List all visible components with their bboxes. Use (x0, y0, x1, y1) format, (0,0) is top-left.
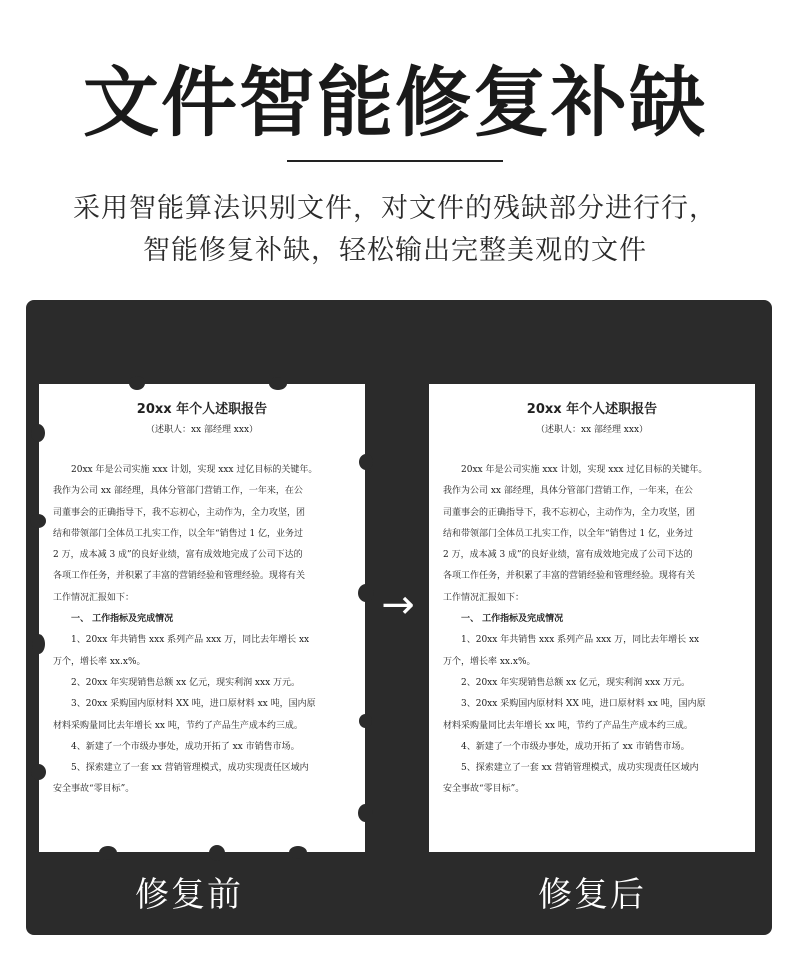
body-line: 1、20xx 年共销售 xxx 系列产品 xxx 万，同比去年增长 xx (461, 635, 700, 646)
section-heading: 一、 工作指标及完成情况 (71, 614, 174, 625)
body-line: 4、新建了一个市级办事处，成功开拓了 xx 市销售市场。 (461, 741, 690, 752)
comparison-panel (26, 300, 772, 935)
document-before (39, 384, 365, 852)
torn-edge (129, 376, 145, 390)
torn-edge (358, 804, 373, 822)
body-line: 5、探索建立了一套 xx 营销管理模式，成功实现责任区域内 (461, 763, 699, 774)
torn-edge (359, 454, 373, 470)
after-label: 修复后 (538, 875, 646, 915)
body-line: 20xx 年是公司实施 xxx 计划，实现 xxx 过亿目标的关键年。 (71, 465, 318, 475)
subtitle-line-1: 采用智能算法识别文件，对文件的残缺部分进行行， (73, 193, 717, 224)
document-subtitle: （述职人：xx 部经理 xxx） (535, 425, 649, 435)
body-line: 材料采购量同比去年增长 xx 吨，节约了产品生产成本约三成。 (443, 720, 693, 731)
title-divider (287, 160, 503, 162)
torn-edge (31, 764, 46, 780)
body-line: 材料采购量同比去年增长 xx 吨，节约了产品生产成本约三成。 (53, 720, 303, 731)
torn-edge (359, 714, 372, 728)
subtitle-line-2: 智能修复补缺，轻松输出完整美观的文件 (143, 235, 647, 266)
document-title: 20xx 年个人述职报告 (136, 402, 268, 417)
torn-edge (209, 845, 225, 861)
document-body (53, 460, 351, 801)
section-heading: 一、 工作指标及完成情况 (461, 614, 564, 625)
arrow-right-icon: → (381, 582, 415, 628)
body-line: 司董事会的正确指导下，我不忘初心，主动作为，全力攻坚，团 (443, 507, 696, 518)
body-line: 各项工作任务，并积累了丰富的营销经验和管理经验。现将有关 (443, 571, 696, 582)
body-line: 1、20xx 年共销售 xxx 系列产品 xxx 万，同比去年增长 xx (71, 635, 310, 646)
torn-edge (289, 846, 307, 859)
body-line: 5、探索建立了一套 xx 营销管理模式，成功实现责任区域内 (71, 763, 309, 774)
body-line: 2、20xx 年实现销售总额 xx 亿元，现实利润 xxx 万元。 (461, 677, 691, 688)
page-title: 文件智能修复补缺 (83, 58, 707, 147)
torn-edge (32, 634, 45, 654)
body-line: 各项工作任务，并积累了丰富的营销经验和管理经验。现将有关 (53, 571, 306, 582)
body-line: 安全事故“零目标”。 (443, 784, 525, 795)
body-line: 工作情况汇报如下： (443, 592, 525, 603)
body-line: 我作为公司 xx 部经理，具体分管部门营销工作，一年来，在公 (53, 486, 303, 497)
page-subtitle (0, 188, 790, 272)
body-line: 万个，增长率 xx.x%。 (53, 656, 146, 667)
body-line: 我作为公司 xx 部经理，具体分管部门营销工作，一年来，在公 (443, 486, 693, 497)
body-line: 4、新建了一个市级办事处，成功开拓了 xx 市销售市场。 (71, 741, 300, 752)
body-line: 20xx 年是公司实施 xxx 计划，实现 xxx 过亿目标的关键年。 (461, 465, 708, 475)
body-line: 3、20xx 采购国内原材料 XX 吨，进口原材料 xx 吨，国内原 (461, 699, 706, 710)
torn-edge (99, 846, 117, 860)
body-line: 3、20xx 采购国内原材料 XX 吨，进口原材料 xx 吨，国内原 (71, 699, 316, 710)
body-line: 万个，增长率 xx.x%。 (443, 656, 536, 667)
document-subtitle: （述职人：xx 部经理 xxx） (145, 425, 259, 435)
body-line: 工作情况汇报如下： (53, 592, 135, 603)
document-body (443, 460, 741, 801)
torn-edge (30, 514, 46, 528)
body-line: 2、20xx 年实现销售总额 xx 亿元，现实利润 xxx 万元。 (71, 677, 301, 688)
body-line: 结和带领部门全体员工扎实工作，以全年“销售过 1 亿，业务过 (443, 528, 694, 539)
document-title: 20xx 年个人述职报告 (526, 402, 658, 417)
body-line: 2 万，成本减 3 成”的良好业绩，富有成效地完成了公司下达的 (443, 550, 693, 561)
body-line: 2 万，成本减 3 成”的良好业绩，富有成效地完成了公司下达的 (53, 550, 303, 561)
before-label: 修复前 (135, 875, 243, 915)
body-line: 司董事会的正确指导下，我不忘初心，主动作为，全力攻坚，团 (53, 507, 306, 518)
torn-edge (269, 377, 287, 390)
torn-edge (31, 424, 45, 442)
body-line: 安全事故“零目标”。 (53, 784, 135, 795)
body-line: 结和带领部门全体员工扎实工作，以全年“销售过 1 亿，业务过 (53, 528, 304, 539)
document-after (429, 384, 755, 852)
